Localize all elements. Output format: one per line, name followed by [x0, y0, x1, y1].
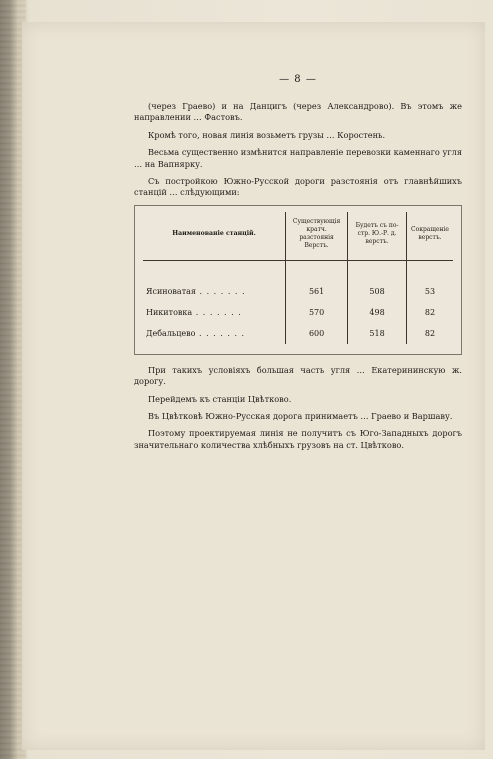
reduction-value: 82	[406, 302, 453, 323]
table-header-row	[143, 212, 453, 261]
reduction-value: 53	[406, 281, 453, 302]
reduction-value: 82	[406, 323, 453, 344]
existing-distance: 570	[286, 302, 348, 323]
page-content	[134, 74, 462, 457]
table-spacer-row	[143, 260, 453, 281]
paragraph-1: (через Граево) и на Данцигъ (через Александрово). Въ этомъ же направлении … Фастовъ.	[134, 101, 462, 123]
station-name: Ясиноватая . . .	[143, 281, 286, 302]
paragraph-3: Весьма существенно измѣнится направленіе перевозки каменнаго угля … на Вапнярку.	[134, 147, 462, 169]
paragraph-6: Перейдемъ къ станціи Цвѣтково.	[148, 393, 292, 404]
paragraph-2: Кромѣ того, новая линія возьметъ грузы … Коростень.	[148, 129, 386, 140]
book-page	[22, 22, 485, 750]
paragraph-4: Съ постройкою Южно-Русской дороги разстоянія отъ главнѣйшихъ станцій … слѣдующими:	[134, 176, 462, 198]
distance-table	[143, 212, 453, 344]
paragraph-8: Поэтому проектируемая линія не получитъ съ Юго-Западныхъ дорогъ значительнаго количества хлѣбныхъ грузовъ на ст. Цвѣтково.	[134, 428, 462, 450]
paragraph-5: При такихъ условіяхъ большая часть угля … Екатерининскую ж. дорогу.	[134, 364, 462, 387]
station-name: Дебальцево . . .	[143, 323, 286, 344]
header-future: Будетъ съ по-стр. Ю.-Р. д. верстъ.	[348, 212, 407, 261]
page-number: — 8 —	[279, 74, 317, 85]
future-distance: 508	[348, 281, 407, 302]
existing-distance: 561	[286, 281, 348, 302]
station-name: Никитовка . . .	[143, 302, 286, 323]
table-row	[143, 302, 453, 323]
table-row	[143, 323, 453, 344]
paragraph-7: Въ Цвѣтковѣ Южно-Русская дорога принимаетъ … Граево и Варшаву.	[148, 411, 453, 422]
distance-table-box	[134, 205, 462, 355]
table-row	[143, 281, 453, 302]
header-existing: Существующія кратч. разстоянія Верстъ.	[286, 212, 348, 261]
future-distance: 498	[348, 302, 407, 323]
header-station: Наименованіе станцій.	[143, 212, 286, 261]
header-reduction: Сокращеніе верстъ.	[406, 212, 453, 261]
existing-distance: 600	[286, 323, 348, 344]
future-distance: 518	[348, 323, 407, 344]
